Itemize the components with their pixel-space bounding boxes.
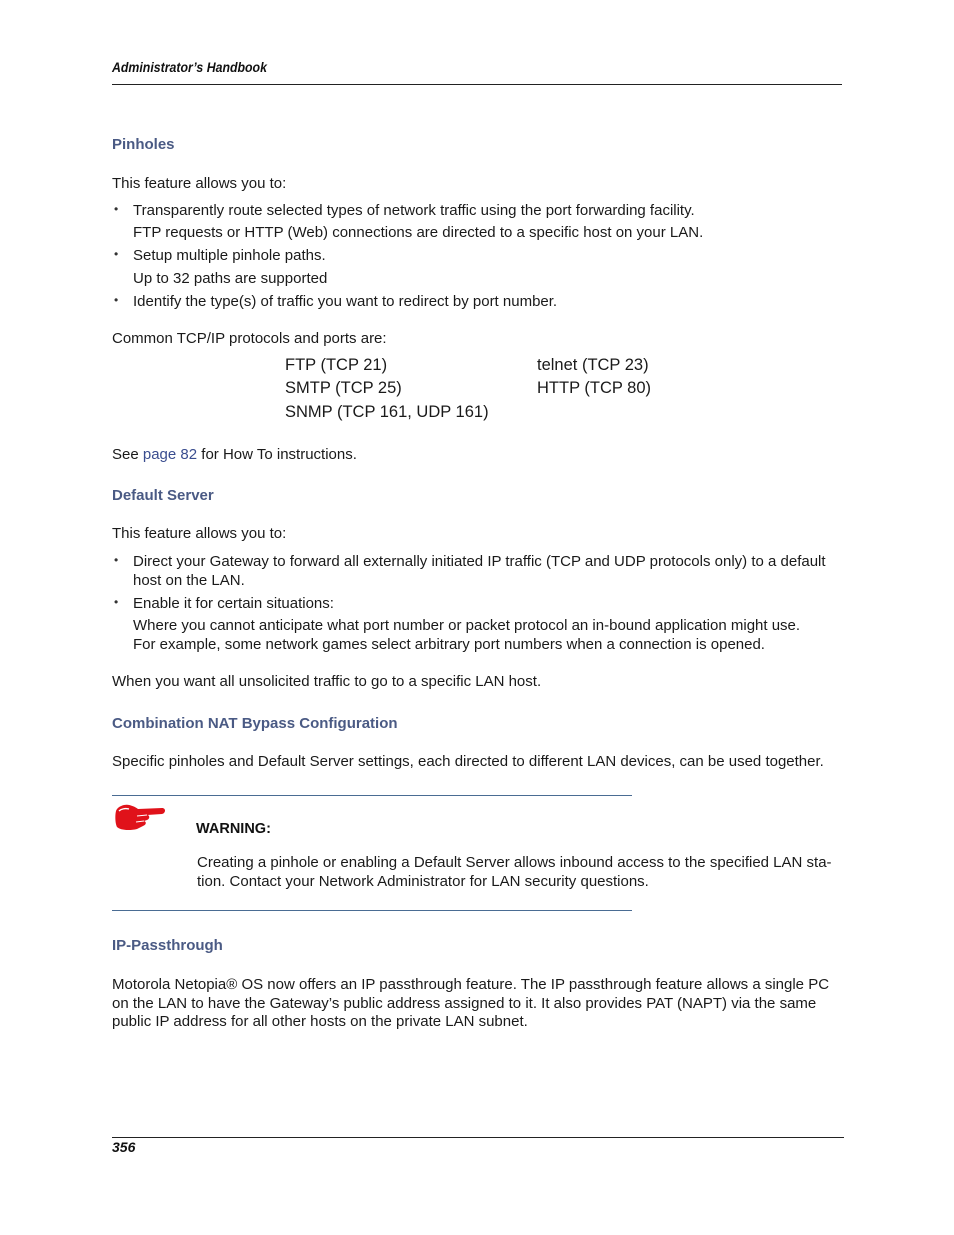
- warning-line-2: tion. Contact your Network Administrator for LAN security questions.: [197, 873, 649, 890]
- pinholes-bullet-1-line-1: Transparently route selected types of network traffic using the port forwarding facility.: [133, 202, 695, 219]
- ip-passthrough-line-1: Motorola Netopia® OS now offers an IP passthrough feature. The IP passthrough feature allows a single PC: [112, 976, 830, 993]
- warning-bottom-rule: [112, 910, 632, 911]
- ip-passthrough-line-2: on the LAN to have the Gateway’s public address assigned to it. It also provides PAT (NAPT) via the same: [112, 995, 817, 1012]
- default-server-intro: This feature allows you to:: [112, 525, 287, 542]
- pinholes-bullet-2-line-1: Setup multiple pinhole paths.: [133, 247, 326, 264]
- pinholes-intro: This feature allows you to:: [112, 175, 287, 192]
- default-server-heading: Default Server: [112, 487, 214, 504]
- running-header: Administrator’s Handbook: [112, 59, 267, 75]
- protocol-cell: SMTP (TCP 25): [285, 379, 402, 397]
- ip-passthrough-heading: IP-Passthrough: [112, 937, 223, 954]
- footer-rule: [112, 1137, 844, 1138]
- bullet-dot: •: [114, 293, 119, 307]
- protocol-cell: FTP (TCP 21): [285, 356, 388, 374]
- pinholes-bullet-2-line-2: Up to 32 paths are supported: [133, 270, 328, 287]
- default-server-bullet-2-line-2: Where you cannot anticipate what port number or packet protocol an in-bound application might use.: [133, 617, 801, 634]
- warning-line-1: Creating a pinhole or enabling a Default Server allows inbound access to the specified LAN sta-: [197, 854, 832, 871]
- protocols-intro: Common TCP/IP protocols and ports are:: [112, 330, 387, 347]
- see-prefix: See: [112, 446, 139, 463]
- default-server-bullet-2-line-3: For example, some network games select arbitrary port numbers when a connection is opened.: [133, 636, 765, 653]
- bullet-dot: •: [114, 553, 119, 567]
- default-server-bullet-1-line-1: Direct your Gateway to forward all externally initiated IP traffic (TCP and UDP protocols only) to a default: [133, 553, 826, 570]
- combination-heading: Combination NAT Bypass Configuration: [112, 715, 398, 732]
- header-rule: [112, 84, 842, 85]
- pinholes-bullet-3-line-1: Identify the type(s) of traffic you want to redirect by port number.: [133, 293, 558, 310]
- see-page-line: [112, 445, 357, 464]
- ip-passthrough-line-3: public IP address for all other hosts on the private LAN subnet.: [112, 1013, 528, 1030]
- pinholes-bullet-1-line-2: FTP requests or HTTP (Web) connections are directed to a specific host on your LAN.: [133, 224, 704, 241]
- protocol-cell: telnet (TCP 23): [537, 356, 649, 374]
- protocol-cell: SNMP (TCP 161, UDP 161): [285, 403, 489, 421]
- default-server-closing: When you want all unsolicited traffic to go to a specific LAN host.: [112, 673, 542, 690]
- page-82-link[interactable]: page 82: [142, 446, 198, 463]
- bullet-dot: •: [114, 595, 119, 609]
- pinholes-heading: Pinholes: [112, 136, 175, 153]
- combination-text: Specific pinholes and Default Server settings, each directed to different LAN devices, can be used together.: [112, 753, 824, 770]
- warning-top-rule: [112, 795, 632, 796]
- bullet-dot: •: [114, 247, 119, 261]
- page-number: 356: [112, 1139, 136, 1155]
- protocol-cell: HTTP (TCP 80): [537, 379, 651, 397]
- see-suffix: for How To instructions.: [201, 446, 357, 463]
- bullet-dot: •: [114, 202, 119, 216]
- warning-label: WARNING:: [196, 821, 271, 837]
- default-server-bullet-2-line-1: Enable it for certain situations:: [133, 595, 334, 612]
- pointing-hand-icon: [113, 803, 167, 831]
- default-server-bullet-1-line-2: host on the LAN.: [133, 572, 245, 589]
